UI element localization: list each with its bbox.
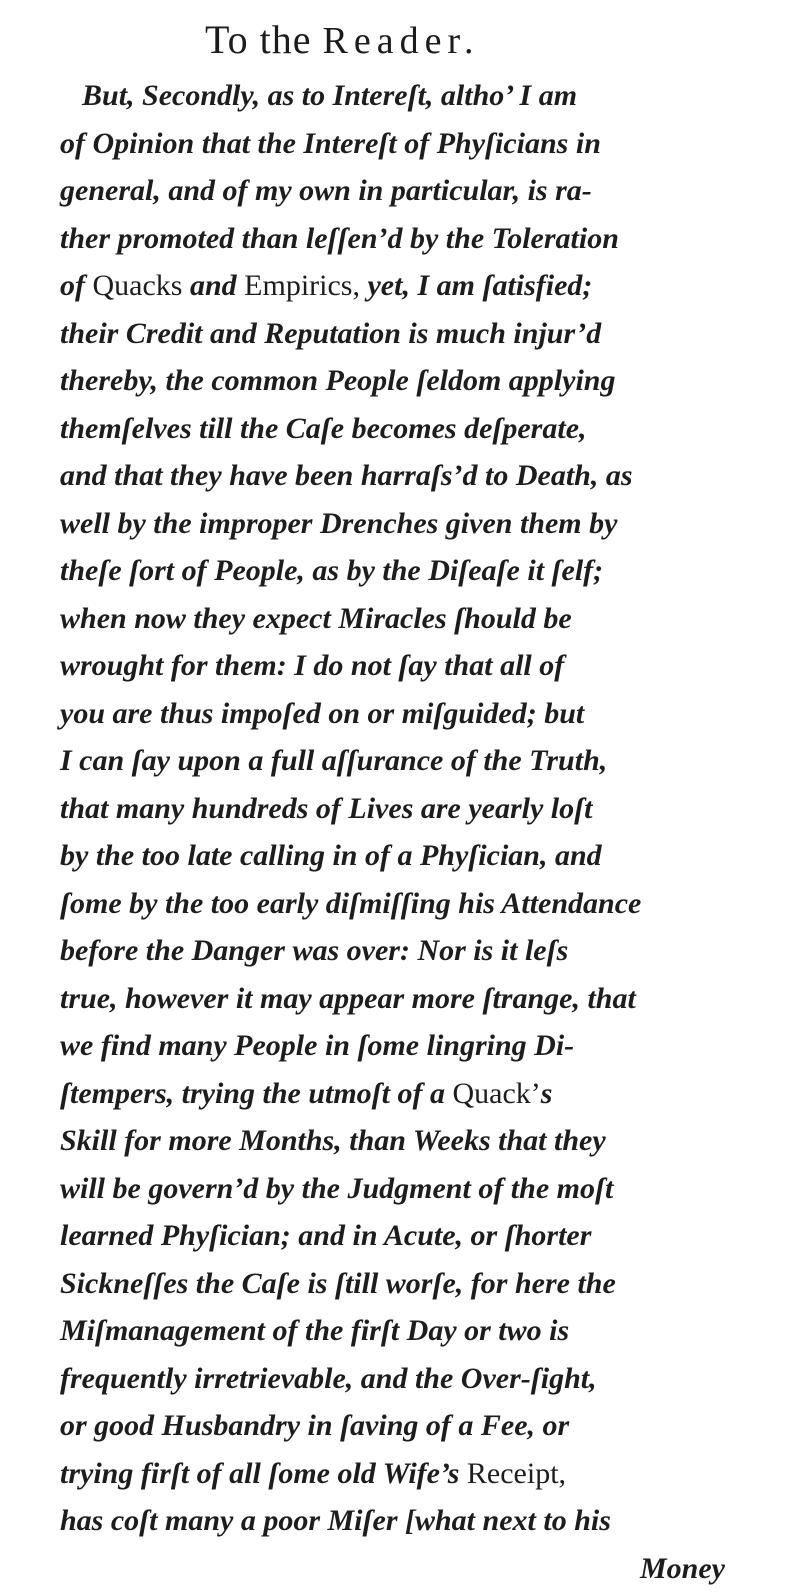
- text-line: [60, 262, 760, 310]
- text-segment: thereby, the common People ſeldom applying: [60, 364, 615, 397]
- text-line: [60, 500, 760, 548]
- text-line: [60, 642, 760, 690]
- text-segment: learned Phyſician; and in Acute, or ſhorter: [60, 1219, 591, 1252]
- text-segment: Money: [640, 1552, 725, 1585]
- text-segment: has coſt many a poor Miſer [what next to his: [60, 1504, 611, 1537]
- text-line: [60, 1022, 760, 1070]
- text-segment: frequently irretrievable, and the Over-ſight,: [60, 1362, 597, 1395]
- text-segment: and that they have been harraſs’d to Death, as: [60, 459, 633, 492]
- text-segment: of Opinion that the Intereſt of Phyſicians in: [60, 127, 601, 160]
- text-line: [60, 595, 760, 643]
- text-segment: ther promoted than leſſen’d by the Toleration: [60, 222, 619, 255]
- text-segment: ſome by the too early diſmiſſing his Attendance: [60, 887, 641, 920]
- text-line: [60, 120, 760, 168]
- text-segment: when now they expect Miracles ſhould be: [60, 602, 572, 635]
- running-head: [205, 16, 625, 63]
- text-segment: theſe ſort of People, as by the Diſeaſe it ſelf;: [60, 554, 603, 587]
- text-segment: will be govern’d by the Judgment of the moſt: [60, 1172, 613, 1205]
- text-segment: s: [541, 1077, 553, 1110]
- text-line: [60, 357, 760, 405]
- text-line: [60, 737, 760, 785]
- text-segment: that many hundreds of Lives are yearly loſt: [60, 792, 592, 825]
- text-segment: of: [60, 269, 93, 302]
- text-segment: general, and of my own in particular, is ra-: [60, 174, 592, 207]
- text-line: [60, 1165, 760, 1213]
- text-line: [60, 880, 760, 928]
- text-segment: before the Danger was over: Nor is it leſs: [60, 934, 568, 967]
- text-segment: Sickneſſes the Caſe is ſtill worſe, for here the: [60, 1267, 616, 1300]
- text-segment: we find many People in ſome lingring Di-: [60, 1029, 574, 1062]
- text-line: [60, 1260, 760, 1308]
- text-line: [60, 832, 760, 880]
- running-head-caps: Reader.: [323, 20, 480, 62]
- text-segment: their Credit and Reputation is much injur’d: [60, 317, 601, 350]
- text-segment: Receipt,: [467, 1457, 566, 1490]
- running-head-start: To the: [205, 17, 323, 62]
- text-line: [60, 1497, 760, 1545]
- text-line: [60, 310, 760, 358]
- text-line: [60, 1307, 760, 1355]
- text-line: [60, 215, 760, 263]
- text-segment: trying firſt of all ſome old Wife’s: [60, 1457, 467, 1490]
- body-text: [60, 72, 760, 1592]
- text-line: [60, 785, 760, 833]
- text-segment: I can ſay upon a full aſſurance of the Truth,: [60, 744, 607, 777]
- text-segment: Empirics,: [244, 269, 360, 302]
- text-line: [60, 1402, 760, 1450]
- text-segment: Quack’: [453, 1077, 541, 1110]
- text-line: [60, 1450, 760, 1498]
- text-segment: But, Secondly, as to Intereſt, altho’ I am: [82, 79, 577, 112]
- text-line: [60, 72, 760, 120]
- text-line: [60, 927, 760, 975]
- text-segment: true, however it may appear more ſtrange, that: [60, 982, 636, 1015]
- text-segment: themſelves till the Caſe becomes deſperate,: [60, 412, 587, 445]
- text-segment: and: [182, 269, 244, 302]
- text-segment: well by the improper Drenches given them by: [60, 507, 617, 540]
- text-line: [60, 975, 760, 1023]
- text-line: [60, 690, 760, 738]
- text-segment: or good Husbandry in ſaving of a Fee, or: [60, 1409, 569, 1442]
- text-line: [60, 547, 760, 595]
- text-segment: ſtempers, trying the utmoſt of a: [60, 1077, 453, 1110]
- text-line: [60, 1117, 760, 1165]
- text-segment: Miſmanagement of the firſt Day or two is: [60, 1314, 569, 1347]
- text-line: [60, 452, 760, 500]
- text-line: [60, 1212, 760, 1260]
- text-segment: Quacks: [93, 269, 183, 302]
- text-segment: by the too late calling in of a Phyſician, and: [60, 839, 602, 872]
- text-segment: you are thus impoſed on or miſguided; but: [60, 697, 584, 730]
- text-line: [60, 405, 760, 453]
- catchword: [60, 1545, 760, 1592]
- text-line: [60, 167, 760, 215]
- text-segment: wrought for them: I do not ſay that all of: [60, 649, 564, 682]
- text-line: [60, 1070, 760, 1118]
- text-segment: Skill for more Months, than Weeks that they: [60, 1124, 606, 1157]
- text-segment: yet, I am ſatisfied;: [360, 269, 592, 302]
